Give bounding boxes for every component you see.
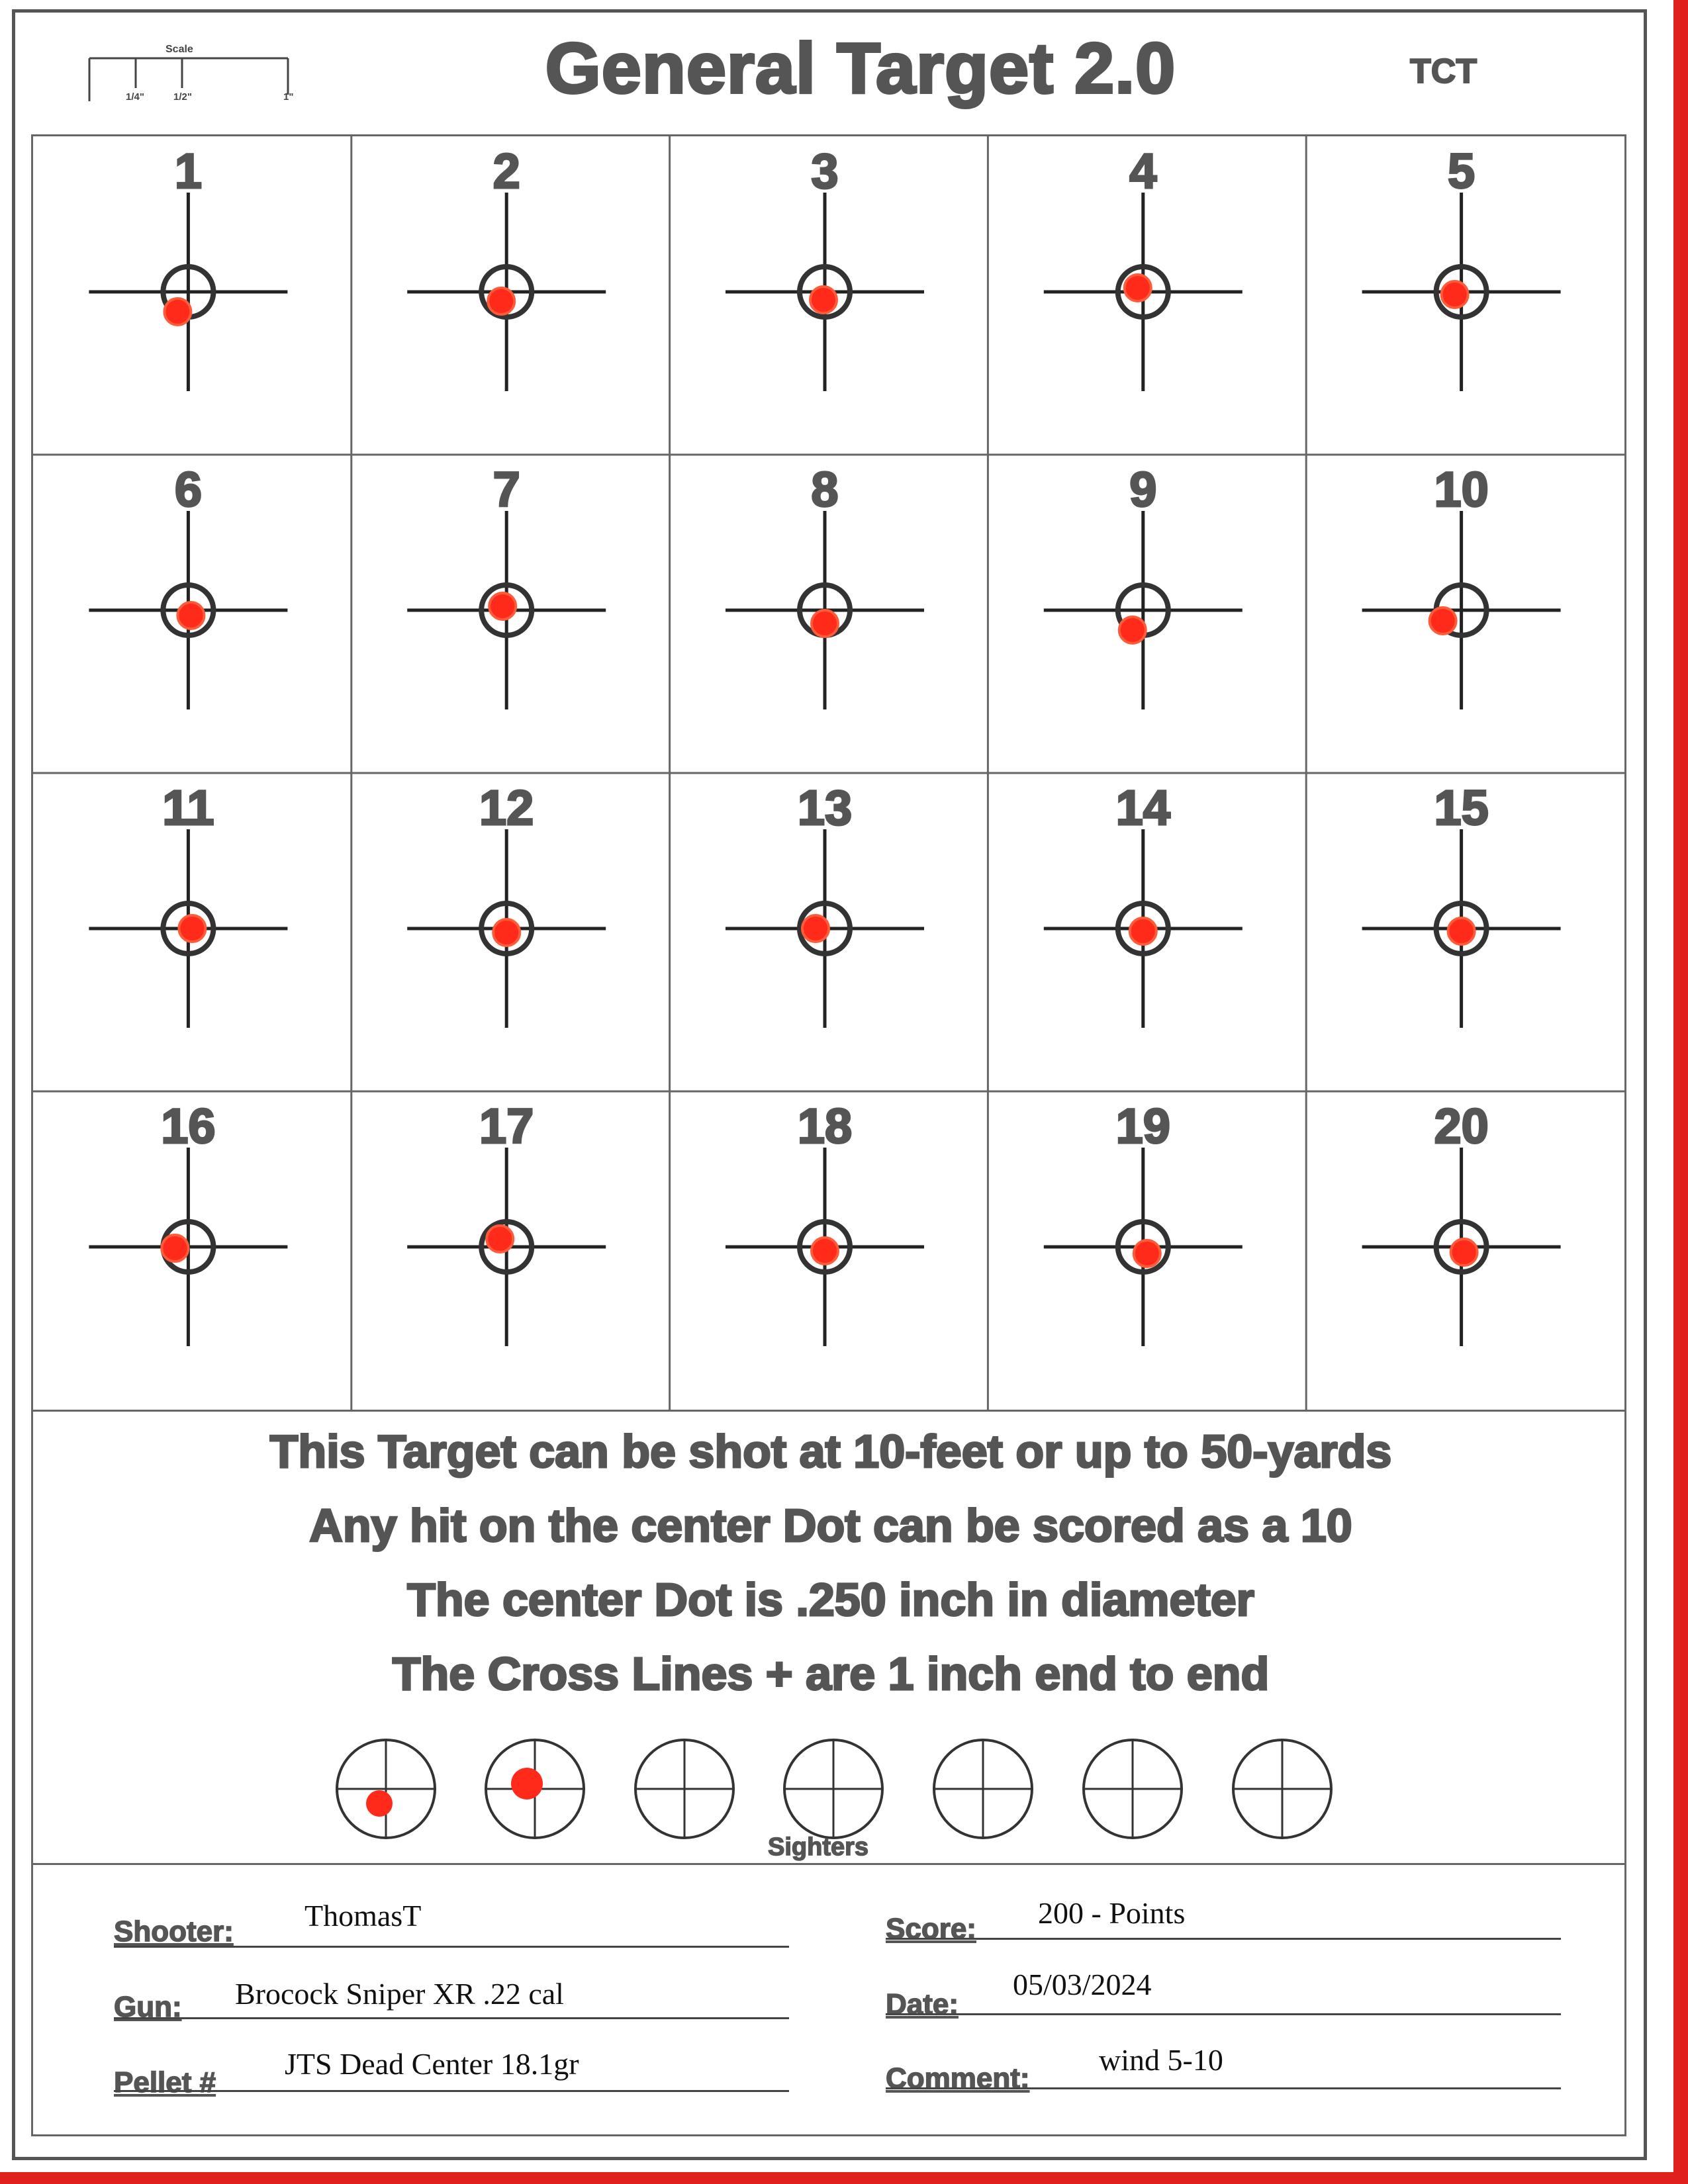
date-label: Date: (886, 1988, 959, 2021)
target-number-16: 16 (161, 1099, 216, 1154)
target-10 (1362, 511, 1561, 709)
shot-hole (1430, 608, 1456, 634)
target-8 (726, 511, 924, 709)
target-number-12: 12 (479, 780, 534, 835)
target-14 (1044, 829, 1243, 1028)
target-number-3: 3 (811, 144, 839, 199)
shot-hole (1134, 1240, 1160, 1267)
shot-hole (493, 919, 520, 946)
shot-hole (802, 915, 829, 942)
instruction-line-3: The center Dot is .250 inch in diameter (407, 1574, 1254, 1625)
date-line (886, 2013, 1561, 2015)
target-5 (1362, 193, 1561, 391)
date-value[interactable]: 05/03/2024 (1013, 1968, 1152, 2001)
target-number-15: 15 (1434, 780, 1489, 835)
page-title: General Target 2.0 (545, 28, 1176, 108)
target-number-8: 8 (811, 462, 839, 517)
target-number-4: 4 (1129, 144, 1157, 199)
shooter-value[interactable]: ThomasT (305, 1899, 422, 1933)
target-11 (89, 829, 287, 1028)
shot-hole (162, 1235, 188, 1261)
red-border-right (1673, 0, 1688, 2184)
gun-line (114, 2017, 789, 2019)
target-9 (1044, 511, 1243, 709)
target-grid (31, 134, 1626, 1412)
target-17 (407, 1148, 606, 1346)
shooter-line (114, 1946, 789, 1948)
shot-hole (812, 1238, 838, 1264)
target-number-5: 5 (1448, 144, 1476, 199)
target-number-20: 20 (1434, 1099, 1489, 1154)
score-value[interactable]: 200 - Points (1038, 1896, 1186, 1930)
target-2 (407, 193, 606, 391)
target-16 (89, 1148, 287, 1346)
target-number-14: 14 (1115, 780, 1170, 835)
shot-hole (1442, 281, 1468, 308)
shot-hole (1130, 918, 1156, 944)
comment-line (886, 2087, 1561, 2089)
instructions-panel (31, 1412, 1626, 1865)
shot-hole (164, 298, 191, 325)
target-7 (407, 511, 606, 709)
target-13 (726, 829, 924, 1028)
shooter-label: Shooter: (114, 1915, 234, 1948)
target-12 (407, 829, 606, 1028)
pellet-label: Pellet # (114, 2066, 216, 2099)
target-19 (1044, 1148, 1243, 1346)
target-number-19: 19 (1115, 1099, 1170, 1154)
shot-hole (1119, 617, 1146, 643)
target-number-1: 1 (174, 144, 202, 199)
target-number-18: 18 (797, 1099, 853, 1154)
target-18 (726, 1148, 924, 1346)
score-label: Score: (886, 1913, 976, 1945)
target-20 (1362, 1148, 1561, 1346)
shot-hole (1125, 275, 1151, 301)
target-grid-drawing (33, 136, 1624, 1410)
target-number-13: 13 (797, 780, 853, 835)
instruction-line-1: This Target can be shot at 10-feet or up to 50-yards (269, 1426, 1392, 1477)
shot-hole (489, 593, 516, 619)
shot-hole (488, 288, 514, 314)
comment-label: Comment: (886, 2062, 1030, 2095)
shot-hole (179, 915, 205, 942)
scale-label-inch: 1" (283, 91, 294, 103)
score-line (886, 1938, 1561, 1940)
target-number-2: 2 (492, 144, 520, 199)
target-number-17: 17 (479, 1099, 534, 1154)
shot-hole (1451, 1239, 1477, 1265)
scale-label-quarter: 1/4" (126, 91, 144, 103)
pellet-value[interactable]: JTS Dead Center 18.1gr (285, 2047, 579, 2081)
target-number-7: 7 (492, 462, 520, 517)
red-border-bottom (0, 2172, 1688, 2184)
target-6 (89, 511, 287, 709)
shot-hole (487, 1226, 513, 1252)
shot-hole (812, 610, 838, 637)
gun-value[interactable]: Brocock Sniper XR .22 cal (235, 1977, 564, 2011)
instruction-line-2: Any hit on the center Dot can be scored as a 10 (309, 1500, 1352, 1551)
target-4 (1044, 193, 1243, 391)
comment-value[interactable]: wind 5-10 (1099, 2043, 1223, 2077)
sighters-label: Sighters (768, 1833, 869, 1861)
target-number-9: 9 (1129, 462, 1157, 517)
scale-label-half: 1/2" (173, 91, 192, 103)
target-3 (726, 193, 924, 391)
target-number-10: 10 (1434, 462, 1489, 517)
instruction-line-4: The Cross Lines + are 1 inch end to end (392, 1648, 1270, 1700)
target-number-6: 6 (174, 462, 202, 517)
target-1 (89, 193, 287, 391)
gun-label: Gun: (114, 1991, 182, 2023)
shot-hole (1448, 918, 1475, 944)
brand-label: TCT (1410, 52, 1477, 91)
pellet-line (114, 2090, 789, 2092)
target-15 (1362, 829, 1561, 1028)
scale-title: Scale (165, 44, 193, 55)
target-number-11: 11 (162, 780, 214, 835)
shot-hole (177, 602, 204, 629)
shot-hole (810, 287, 837, 313)
